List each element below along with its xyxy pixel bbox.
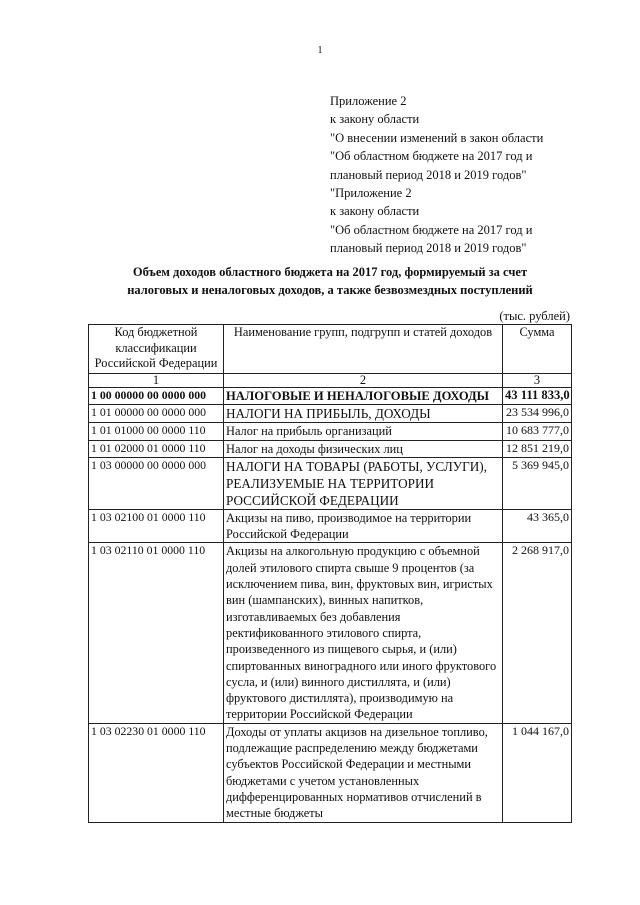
title-line: налоговых и неналоговых доходов, а также безвозмездных поступлений — [127, 282, 533, 297]
row-sum: 23 534 996,0 — [503, 405, 572, 423]
row-code: 1 01 02000 01 0000 110 — [89, 440, 224, 457]
column-number: 1 — [89, 374, 224, 388]
table-header-row — [89, 325, 572, 374]
appendix-line: к закону области — [330, 204, 420, 219]
table-row — [89, 509, 572, 543]
table-row — [89, 440, 572, 457]
column-number-row — [89, 374, 572, 388]
row-code: 1 03 02230 01 0000 110 — [89, 723, 224, 822]
page-number: 1 — [317, 45, 323, 56]
row-sum: 10 683 777,0 — [503, 423, 572, 440]
row-name: НАЛОГИ НА ПРИБЫЛЬ, ДОХОДЫ — [224, 405, 503, 423]
revenue-table — [88, 324, 572, 823]
row-name: НАЛОГОВЫЕ И НЕНАЛОГОВЫЕ ДОХОДЫ — [224, 388, 503, 405]
row-code: 1 01 00000 00 0000 000 — [89, 405, 224, 423]
header-name: Наименование групп, подгрупп и статей доходов — [224, 325, 503, 374]
column-number: 2 — [224, 374, 503, 388]
title-line: Объем доходов областного бюджета на 2017 год, формируемый за счет — [132, 265, 528, 279]
row-code: 1 03 02100 01 0000 110 — [89, 509, 224, 543]
appendix-line: "Об областном бюджете на 2017 год и — [330, 222, 533, 237]
appendix-line: к закону области — [330, 112, 420, 127]
table-row — [89, 423, 572, 440]
row-name: Налог на прибыль организаций — [224, 423, 503, 440]
row-name: Налог на доходы физических лиц — [224, 440, 503, 457]
row-sum: 2 268 917,0 — [503, 543, 572, 723]
header-code: Код бюджетной классификации Российской Федерации — [89, 325, 224, 374]
row-name: Акцизы на пиво, производимое на территории Российской Федерации — [224, 509, 503, 543]
appendix-line: плановый период 2018 и 2019 годов" — [330, 241, 527, 256]
units-label: (тыс. рублей) — [499, 309, 570, 323]
appendix-line: "Приложение 2 — [330, 186, 412, 201]
table-row — [89, 723, 572, 822]
row-name: Доходы от уплаты акцизов на дизельное топливо, подлежащие распределению между бюджетами субъектов Российской Федерации и местными бюджетами с учетом установленных дифференцированных нормативов отчислений в местные бюджеты — [224, 723, 503, 822]
column-number: 3 — [503, 374, 572, 388]
appendix-line: "О внесении изменений в закон области — [330, 130, 544, 145]
row-code: 1 03 02110 01 0000 110 — [89, 543, 224, 723]
row-code: 1 01 01000 00 0000 110 — [89, 423, 224, 440]
document-title — [80, 264, 580, 299]
row-name: НАЛОГИ НА ТОВАРЫ (РАБОТЫ, УСЛУГИ), РЕАЛИЗУЕМЫЕ НА ТЕРРИТОРИИ РОССИЙСКОЙ ФЕДЕРАЦИИ — [224, 457, 503, 509]
appendix-line: Приложение 2 — [330, 94, 407, 108]
table-row — [89, 405, 572, 423]
row-sum: 43 111 833,0 — [503, 388, 572, 405]
row-sum: 12 851 219,0 — [503, 440, 572, 457]
row-sum: 1 044 167,0 — [503, 723, 572, 822]
appendix-block — [330, 92, 630, 258]
row-code: 1 03 00000 00 0000 000 — [89, 457, 224, 509]
table-row — [89, 388, 572, 405]
table-row — [89, 543, 572, 723]
row-code: 1 00 00000 00 0000 000 — [89, 388, 224, 405]
row-name: Акцизы на алкогольную продукцию с объемной долей этилового спирта свыше 9 процентов (за исключением пива, вин, фруктовых вин, игристых вин (шампанских), винных напитков, изготавливаемых без добавления ректификованного этилового спирта, произведенного из пищевого сырья, и (или) спиртованных виноградного или иного фруктового сусла, и (или) винного дистиллята, и (или) фруктового дистиллята), производимую на территории Российской Федерации — [224, 543, 503, 723]
row-sum: 5 369 945,0 — [503, 457, 572, 509]
appendix-line: "Об областном бюджете на 2017 год и — [330, 149, 533, 164]
row-sum: 43 365,0 — [503, 509, 572, 543]
header-sum: Сумма — [503, 325, 572, 374]
appendix-line: плановый период 2018 и 2019 годов" — [330, 167, 527, 182]
table-row — [89, 457, 572, 509]
